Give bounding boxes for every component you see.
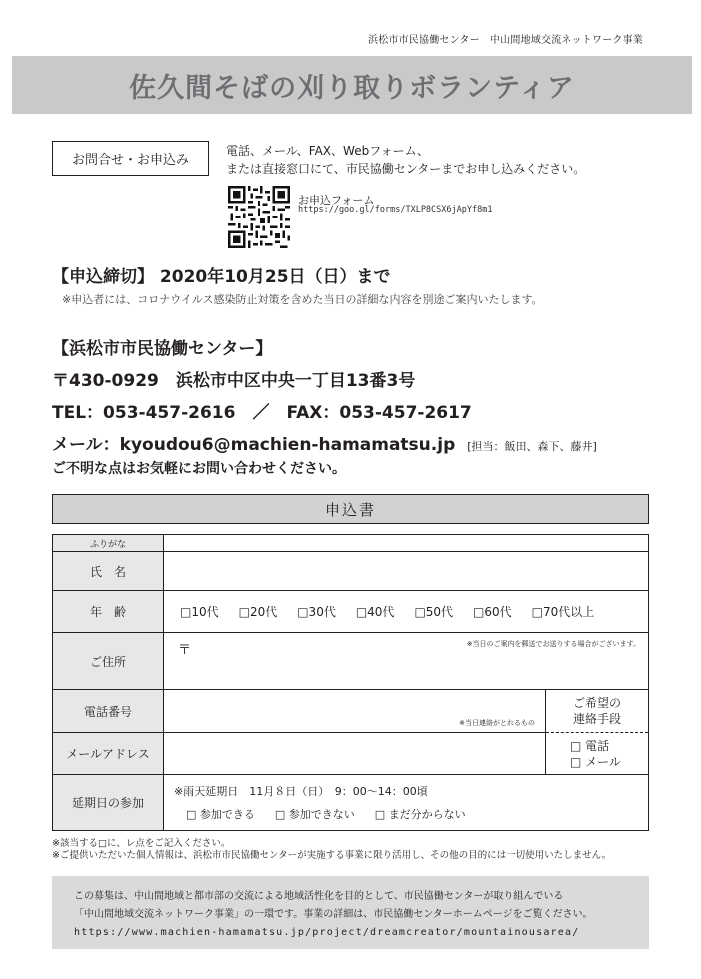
inquiry-label-box: お問合せ・お申込み: [52, 141, 209, 176]
postal-mark: 〒: [178, 643, 192, 658]
page-title: 佐久間そばの刈り取りボランティア: [129, 72, 575, 104]
age-option-70s-plus[interactable]: □70代以上: [531, 605, 595, 619]
center-name: 【浜松市市民協働センター】: [52, 339, 273, 359]
inquiry-line-1: 電話、メール、FAX、Webフォーム、: [226, 144, 429, 158]
footer-url-link[interactable]: https://www.machien-hamamatsu.jp/project/dreamcreator/mountainousarea/: [74, 927, 580, 938]
note-privacy: ※ご提供いただいた個人情報は、浜松市市民協働センターが実施する事業に限り活用し、その他の目的には一切使用いたしません。: [52, 850, 612, 861]
address-field[interactable]: [164, 633, 649, 690]
form-url-link[interactable]: https://goo.gl/forms/TXLP8CSX6jApYf8m1: [298, 205, 493, 215]
email-label: メールアドレス: [53, 733, 164, 775]
tel-fax: TEL：053-457-2616 ／ FAX：053-457-2617: [52, 403, 472, 423]
question-text: ご不明な点はお気軽にお問い合わせください。: [52, 461, 346, 477]
extension-options: [174, 803, 648, 826]
age-options-cell: [164, 591, 649, 633]
note-checkmark: ※該当する□に、レ点をご記入ください。: [52, 838, 231, 849]
age-option-20s[interactable]: □20代: [238, 605, 278, 619]
deadline-heading: 【申込締切】 2020年10月25日（日）まで: [52, 267, 391, 287]
footer-line-2: 「中山間地域交流ネットワーク事業」の一環です。事業の詳細は、市民協働センターホームページをご覧ください。: [74, 909, 593, 920]
address-label: ご住所: [53, 633, 164, 690]
phone-label: 電話番号: [53, 690, 164, 733]
inquiry-line-2: または直接窓口にて、市民協働センターまでお申し込みください。: [226, 162, 586, 176]
contact-preference-line-2: 連絡手段: [572, 712, 621, 726]
inquiry-text: [226, 142, 585, 178]
extension-cell: [164, 775, 649, 831]
age-option-60s[interactable]: □60代: [473, 605, 512, 619]
staff-names: [担当：飯田、森下、藤井]: [467, 440, 597, 453]
qr-code-icon[interactable]: [228, 186, 290, 248]
furigana-field[interactable]: [164, 535, 649, 552]
age-options: [164, 603, 648, 620]
title-banner: [12, 56, 692, 114]
name-label: 氏 名: [53, 552, 164, 591]
contact-preference-line-1: ご希望の: [572, 696, 621, 710]
age-label: 年 齢: [53, 591, 164, 633]
footer-line-1: この募集は、中山間地域と都市部の交流による地域活性化を目的として、市民協働センターが取り組んでいる: [74, 891, 564, 902]
extension-option-undecided[interactable]: □ まだ分からない: [374, 807, 466, 821]
age-option-30s[interactable]: □30代: [297, 605, 336, 619]
email-address-link[interactable]: メール：kyoudou6@machien-hamamatsu.jp: [52, 435, 456, 455]
contact-option-mail[interactable]: □ メール: [570, 754, 621, 769]
application-form-table: [52, 534, 649, 831]
age-option-50s[interactable]: □50代: [414, 605, 454, 619]
phone-field[interactable]: [164, 690, 546, 733]
extension-label: 延期日の参加: [53, 775, 164, 831]
contact-option-phone[interactable]: □ 電話: [570, 738, 610, 753]
email-line: [52, 430, 597, 455]
email-field[interactable]: [164, 733, 546, 775]
extension-option-no[interactable]: □ 参加できない: [274, 807, 355, 821]
footer-box: [52, 876, 649, 949]
header-organization: 浜松市市民協働センター 中山間地域交流ネットワーク事業: [368, 35, 643, 46]
address-note: ※当日のご案内を郵送でお送りする場合がございます。: [466, 640, 640, 648]
phone-note: ※当日連絡がとれるもの: [459, 719, 535, 727]
extension-note: ※雨天延期日 11月８日（日） 9：00～14：00頃: [174, 784, 428, 798]
contact-options: [546, 733, 649, 775]
contact-preference-header: [546, 690, 649, 733]
age-option-40s[interactable]: □40代: [355, 605, 395, 619]
form-label: お申込フォーム: [298, 194, 375, 207]
name-field[interactable]: [164, 552, 649, 591]
deadline-note: ※申込者には、コロナウイルス感染防止対策を含めた当日の詳細な内容を別途ご案内いたします。: [62, 293, 543, 306]
center-address: 〒430-0929 浜松市中区中央一丁目13番3号: [52, 371, 416, 391]
extension-option-yes[interactable]: □ 参加できる: [186, 807, 255, 821]
form-notes: [52, 838, 611, 862]
furigana-label: ふりがな: [53, 535, 164, 552]
age-option-10s[interactable]: □10代: [180, 605, 219, 619]
application-form-title: 申込書: [52, 494, 649, 524]
